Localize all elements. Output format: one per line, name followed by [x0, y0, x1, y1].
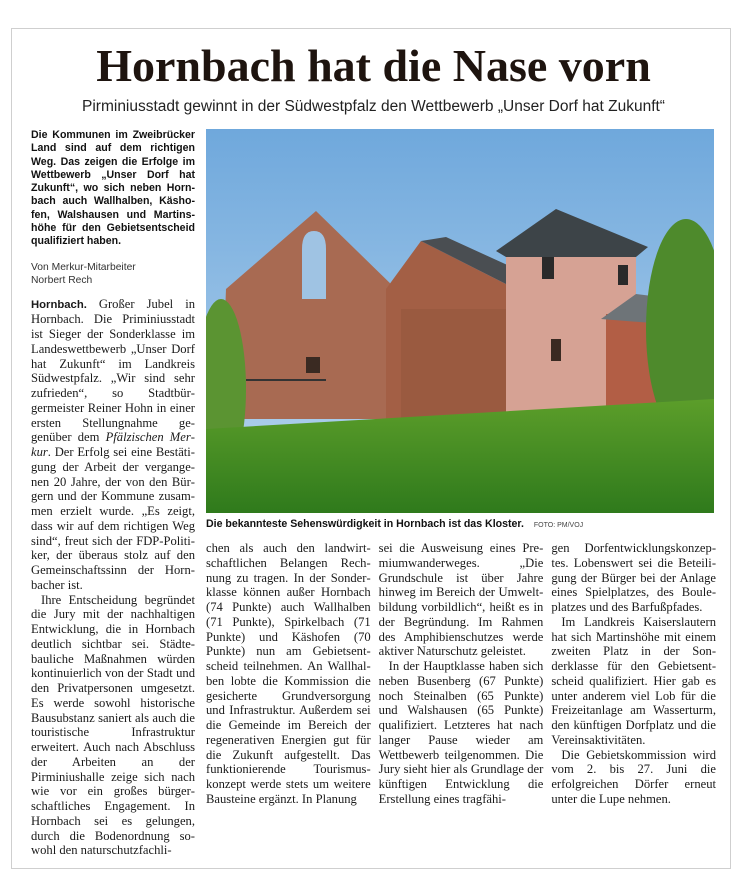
kloster-photo-illustration — [206, 129, 714, 513]
byline — [31, 261, 195, 287]
paragraph: In der Hauptklasse haben sich neben Busenberg (67 Punkte) noch Steinalben (65 Punkte) und Walshausen (65 Punkte) qualifiziert. Letzteres hat nach langer Pause wieder am Wettbewerb teilgenommen. Die Jury sieht hier als Grundlage der künftigen Entwicklung die Erstellung eines tragfähi- — [378, 659, 544, 806]
lead-paragraph: Die Kommunen im Zweibrücker Land sind auf dem richtigen Weg. Das zeigen die Erfolge im Wettbewerb „Unser Dorf hat Zukunft“, wo sich neben Hornbach auch Wallhalben, Käshofen, Walshausen und Martinshöhe für den Gebietsentscheid qualifiziert haben. — [31, 129, 195, 248]
paragraph: gen Dorfentwicklungskonzeptes. Lobenswert sei die Beteiligung der Bürger bei der Anlage eines Spielplatzes, des Bouleplatzes und des Barfußpfades. — [551, 541, 717, 614]
text-column-4 — [551, 541, 716, 807]
paragraph: Die Gebietskommission wird vom 2. bis 27. Juni die erfolgreichen Dörfer erneut unter die Lupe nehmen. — [551, 747, 717, 806]
subheadline: Pirminiusstadt gewinnt in der Südwestpfalz den Wettbewerb „Unser Dorf hat Zukunft“ — [82, 98, 665, 115]
photo-kloster — [206, 129, 714, 513]
paragraph — [31, 297, 195, 593]
paragraph: chen als auch den landwirtschaftlichen Belangen Rechnung zu tragen. In der Sonderklasse können außer Hornbach (74 Punkte) auch Wallhalben (71 Punkte), Spirkelbach (71 Punkte) und Käshofen (70 Punkte) nun am Gebietsentscheid teilnehmen. An Wallhalben lobte die Kommission die gesicherte Grundversorgung und Infrastruktur. Außerdem sei die Gemeinde im Bereich der regenerativen Energien gut für die Zukunft aufgestellt. Das funktionierende Tourismuskonzept werde stets um weitere Bausteine ergänzt. In Planung — [206, 541, 371, 806]
text-column-1 — [31, 297, 195, 859]
byline-author: Norbert Rech — [31, 274, 93, 286]
bottom-columns — [206, 541, 716, 807]
publication-name: Pfälzischen Merkur — [31, 430, 195, 460]
article-body — [31, 129, 716, 858]
headline: Hornbach hat die Nase vorn — [96, 40, 651, 91]
caption-text: Die bekannteste Sehenswürdigkeit in Hornbach ist das Kloster. — [206, 518, 524, 530]
dateline: Hornbach. — [31, 298, 87, 311]
article-frame — [11, 28, 731, 869]
right-section — [206, 129, 716, 807]
text: . Der Erfolg sei eine Bestätigung der Arbeit der vergangenen 20 Jahre, der von den Bürgern und der Kommune zusammen erzielt wurde. „Es zeigt, dass wir auf dem richtigen Weg sind“, freut sich der FDP-Politiker, der überaus stolz auf den Gemeinschaftssinn der Hornbacher ist. — [31, 445, 195, 592]
photo-caption — [206, 517, 716, 533]
left-column — [31, 129, 195, 858]
byline-role: Von Merkur-Mitarbeiter — [31, 261, 136, 273]
photo-credit: FOTO: PM/VOJ — [533, 522, 584, 529]
text-column-3 — [379, 541, 544, 807]
paragraph: sei die Ausweisung eines Premiumwanderweges. „Die Grundschule ist über Jahre hinweg im Bereich der Umweltbildung vorbildlich“, heißt es in der Begründung. Im Rahmen des Amphibienschutzes werde aktiver Naturschutz geleistet. — [378, 541, 544, 659]
text: Großer Jubel in Hornbach. Die Priminiusstadt ist Sieger der Sonderklasse im Landeswettbewerb „Unser Dorf hat Zukunft“ im Landkreis Südwestpfalz. „Wir sind sehr zufrieden“, so Stadtbürgermeister Reiner Hohn in einer ersten Stellungnahme gegenüber dem — [31, 296, 195, 445]
paragraph: Ihre Entscheidung begründet die Jury mit der nachhaltigen Entwicklung, die in Hornbach deutlich sichtbar sei. Städtebauliche Maßnahmen würden kontinuierlich von der Stadt und den Privatpersonen umgesetzt. Es werde sowohl historische Bausubstanz saniert als auch die touristische Infrastruktur erweitert. Auch nach Abschluss der Arbeiten an der Pirminiushalle zeige sich nach wie vor ein großes bürgerschaftliches Engagement. In Hornbach sei es gelungen, durch die Bodenordnung sowohl den naturschutzfachli- — [31, 592, 195, 858]
paragraph: Im Landkreis Kaiserslautern hat sich Martinshöhe mit einem zweiten Platz in der Sonderklasse für den Gebietsentscheid qualifiziert. Hier gab es unter anderem viel Lob für die Freizeitanlage am Wasserturm, den künftigen Dorfplatz und die Vereinsaktivitäten. — [551, 614, 717, 747]
text-column-2 — [206, 541, 371, 807]
